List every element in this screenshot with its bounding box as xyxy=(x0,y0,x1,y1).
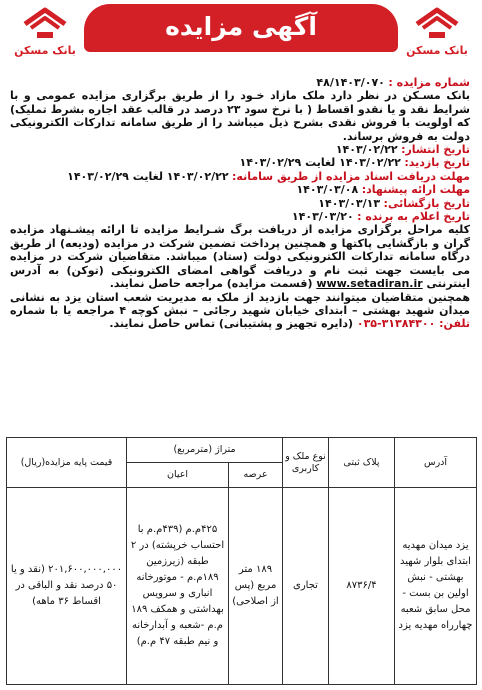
cell-building: ۴۲۵م.م (۴۳۹م.م با احتساب خرپشته) در ۲ طبقه (زیرزمین ۱۸۹م.م - موتورخانه انباری و سرویس بهداشتی و همکف ۱۸۹ م.م -شعبه و آبدارخانه و نیم طبقه ۴۷ م.م) xyxy=(127,488,229,685)
cell-address: یزد میدان مهدیه ابتدای بلوار شهید بهشتی - نبش اولین بن بست - محل سابق شعبه چهارراه مهدیه یزد xyxy=(395,488,477,685)
col-land: عرصه xyxy=(229,463,283,488)
date-publish: تاریخ انتشار: ۱۴۰۳/۰۲/۲۲ xyxy=(335,143,470,157)
auction-number-line xyxy=(10,76,470,89)
brand-name-left: بانک مسکن xyxy=(14,44,76,57)
house-icon xyxy=(21,6,69,42)
date-proposal: مهلت ارائه پیشنهاد: ۱۴۰۳/۰۳/۰۸ xyxy=(296,183,470,197)
table-row xyxy=(7,488,477,685)
col-usage: نوع ملک و کاربری xyxy=(283,438,329,488)
visit-paragraph: همچنین متقاضیان میتوانند جهت بازدید از ملک به مدیریت شعب استان یزد به نشانی میدان شهید بهشتی – ابتدای خیابان شهید رجائی – نبش کوچه ۴ مراجعه یا با شماره تلفن: ۳۱۳۸۴۳۰۰-۰۳۵ (دایره تجهیز و پشتیبانی) تماس حاصل نمایند. xyxy=(10,290,470,331)
col-building: اعیان xyxy=(127,463,229,488)
date-documents: مهلت دریافت اسناد مزایده از طریق سامانه: ۱۴۰۳/۰۲/۲۲ لغایت ۱۴۰۳/۰۲/۲۹ xyxy=(67,169,470,183)
house-icon xyxy=(413,6,461,42)
cell-usage: تجاری xyxy=(283,488,329,685)
bank-logo-left xyxy=(8,6,82,57)
phone-note: (دایره تجهیز و پشتیبانی) تماس حاصل نمایند. xyxy=(109,317,354,331)
date-winner: تاریخ اعلام به برنده : ۱۴۰۳/۰۳/۲۰ xyxy=(291,210,470,224)
col-address: آدرس xyxy=(395,438,477,488)
col-plaque: پلاک ثبتی xyxy=(329,438,395,488)
date-visit: تاریخ بازدید: ۱۴۰۳/۰۲/۲۲ لغایت ۱۴۰۳/۰۲/۲۹ xyxy=(239,156,470,170)
page-title: آگهی مزایده xyxy=(165,12,317,41)
ad-body xyxy=(10,76,470,331)
bank-logo-right xyxy=(400,6,474,57)
intro-text: بانک مسـکن در نظر دارد ملک مازاد خـود را از طریق برگزاری مزایده عمومی و با شرایط نقد و یا نقدو اقساط ( با نرخ سود ۲۳ درصد در قالب عقد اجاره بشرط تملیک) که اولویت با فروش نقدی بشرح ذیل میباشد را از طریق سامانه تدارکات الکترونیکی دولت به فروش برساند. xyxy=(10,89,470,143)
cell-price: ۲۰۱,۶۰۰,۰۰۰,۰۰۰ (نقد و یا ۵۰ درصد نقد و الباقی در اقساط ۳۶ ماهه) xyxy=(7,488,127,685)
cell-land: ۱۸۹ متر مربع (پس از اصلاحی) xyxy=(229,488,283,685)
property-table xyxy=(6,437,477,685)
auction-number-label: شماره مزایده : xyxy=(388,76,470,89)
date-opening: تاریخ بازگشائی: ۱۴۰۳/۰۳/۱۳ xyxy=(318,196,470,210)
phone-number: ۳۱۳۸۴۳۰۰-۰۳۵ xyxy=(356,317,436,331)
cell-plaque: ۸۷۳۶/۴ xyxy=(329,488,395,685)
title-banner xyxy=(84,4,398,52)
setad-link[interactable]: www.setadiran.ir xyxy=(316,277,423,291)
terms-paragraph: کلیه مراحل برگزاری مزایده از دریافت برگ شـرایط مزایده تا ارائه پیشـنهاد مزایده گران و بازگشایی پاکتها و همچنین پرداخت تضمین شرکت در مزایده (ودیعه) از طریق درگاه سامانه تدارکات الکترونیکی دولت (ستاد) میباشد. متقاضیان شرکت در مزایده می بایست جهت ثبت نام و دریافت گواهی امضای الکترونیکی (توکن) به آدرس اینترنتی www.setadiran.ir (قسمت مزایده) مراجعه حاصل نمایند. xyxy=(10,223,470,291)
auction-number-value: ۴۸/۱۴۰۳/۰۷۰ xyxy=(316,76,385,89)
col-price: قیمت پایه مزایده(ریال) xyxy=(7,438,127,488)
col-area-group: متراژ (مترمربع) xyxy=(127,438,283,463)
table-header-row xyxy=(7,438,477,463)
brand-name-right: بانک مسکن xyxy=(406,44,468,57)
phone-label: تلفن: xyxy=(439,317,470,331)
